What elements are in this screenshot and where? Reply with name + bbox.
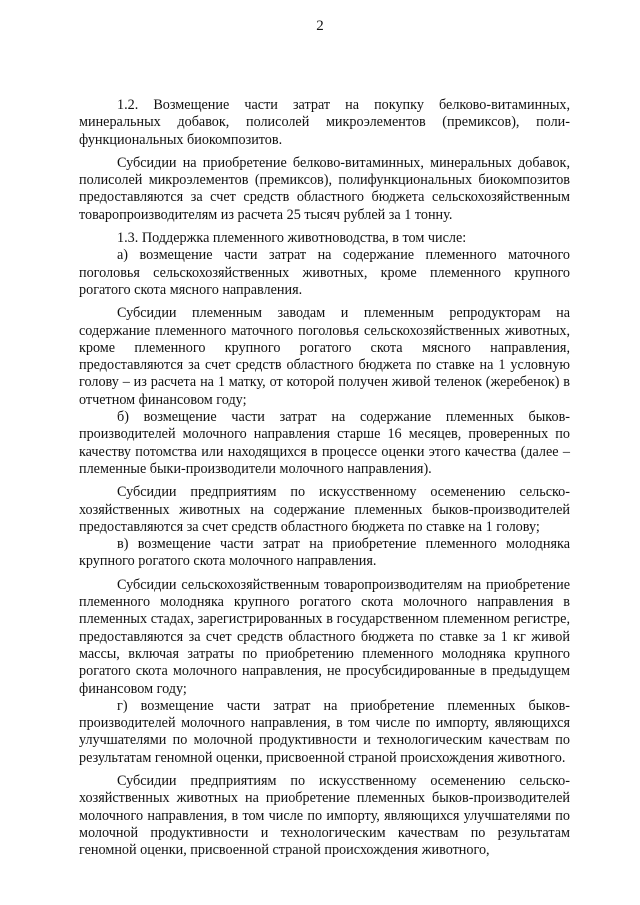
paragraph-young-stock-subsidy: Субсидии сельскохозяйственным товаропроизводителям на приобретение племенного молодняка крупного рогатого скота молочного направления в племенных стадах, зарегистрированных в государственном племенном регистре, предоставляются за счет средств областного бюджета по ставке за 1 кг живой массы, включая затраты по приобретению племенного молодняка крупного рогатого скота молочного направления, не просубсидированные в предыдущем финансовом году;: [79, 576, 570, 697]
paragraph-item-a: а) возмещение части затрат на содержание племенного маточного поголовья сельскохозяйственных животных, кроме племенного крупного рогатого скота мясного направления.: [79, 247, 570, 298]
document-body: [79, 97, 570, 859]
paragraph-insemination-subsidy: Субсидии предприятиям по искусственному осеменению сельско-хозяйственных животных на содержание племенных быков-производителей предоставляются за счет средств областного бюджета по ставке на 1 голову;: [79, 484, 570, 535]
page-number: 2: [316, 18, 324, 34]
paragraph-item-g: г) возмещение части затрат на приобретение племенных быков-производителей молочного направления, в том числе по импорту, являющихся улучшателями по молочной продуктивности и технологическим качествам по результатам геномной оценки, присвоенной страной происхождения животного.: [79, 697, 570, 766]
paragraph-breeding-farms-subsidy: Субсидии племенным заводам и племенным репродукторам на содержание племенного маточного поголовья сельскохозяйственных животных, кроме племенного крупного рогатого скота мясного направления, предоставляются за счет средств областного бюджета по ставке на 1 условную голову – из расчета на 1 матку, от которой получен живой теленок (жеребенок) в отчетном финансовом году;: [79, 305, 570, 408]
paragraph-item-b: б) возмещение части затрат на содержание племенных быков-производителей молочного направления старше 16 месяцев, проверенных по качеству потомства или находящихся в процессе оценки этого качества (далее – племенные быки-производители молочного направления).: [79, 409, 570, 477]
paragraph-item-v: в) возмещение части затрат на приобретение племенного молодняка крупного рогатого скота молочного направления.: [79, 536, 570, 570]
paragraph-bulls-purchase-subsidy: Субсидии предприятиям по искусственному осеменению сельско-хозяйственных животных на приобретение племенных быков-производителей молочного направления, в том числе по импорту, являющихся улучшателями по молочной продуктивности и технологическим качествам по результатам геномной оценки, присвоенной страной происхождения животного,: [79, 772, 570, 859]
paragraph-1-2-heading: 1.2. Возмещение части затрат на покупку белково-витаминных, минеральных добавок, полисолей микроэлементов (премиксов), поли-функциональных биокомпозитов.: [79, 97, 570, 148]
paragraph-premix-subsidy: Субсидии на приобретение белково-витаминных, минеральных добавок, полисолей микроэлементов (премиксов), полифункциональных биокомпозитов предоставляются за счет средств областного бюджета сельскохозяйственным товаропроизводителям из расчета 25 тысяч рублей за 1 тонну.: [79, 154, 570, 223]
paragraph-1-3-heading: 1.3. Поддержка племенного животноводства, в том числе:: [117, 230, 467, 247]
